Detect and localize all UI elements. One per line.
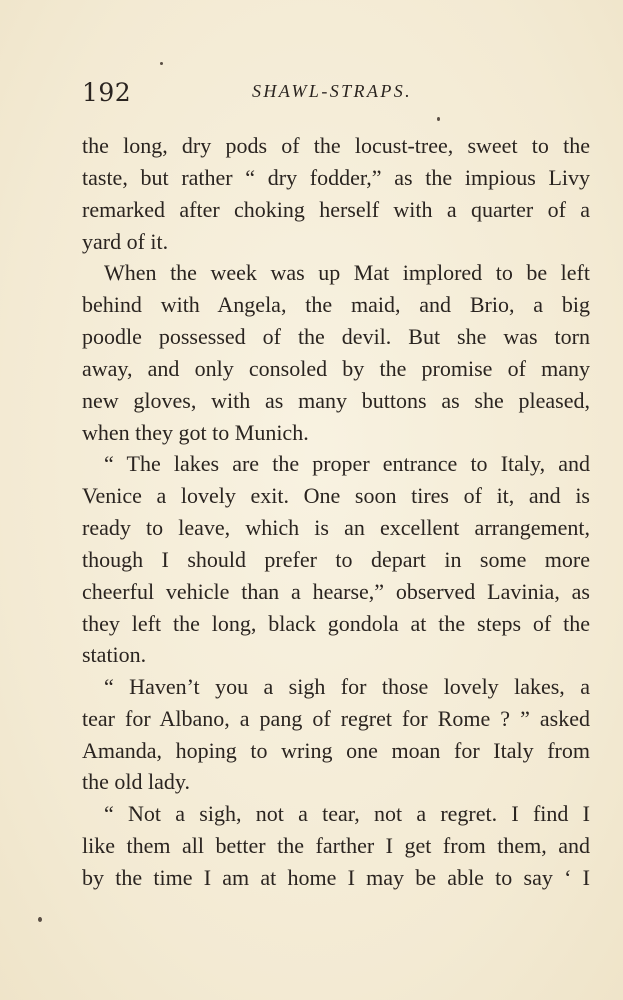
text-line: “ The lakes are the proper entrance to Italy, and	[104, 451, 590, 476]
ink-speck	[38, 917, 42, 922]
text-line: when they got to Munich.	[82, 420, 309, 445]
text-line: the old lady.	[82, 769, 190, 794]
text-line: behind with Angela, the maid, and Brio, a big	[82, 292, 590, 317]
text-line: “ Haven’t you a sigh for those lovely lakes, a	[104, 674, 590, 699]
text-line: away, and only consoled by the promise of many	[82, 356, 590, 381]
text-line: poodle possessed of the devil. But she was torn	[82, 324, 590, 349]
text-line: they left the long, black gondola at the steps of the	[82, 611, 590, 636]
running-title: SHAWL-STRAPS.	[252, 81, 413, 101]
text-line: though I should prefer to depart in some more	[82, 547, 590, 572]
text-line: Venice a lovely exit. One soon tires of it, and is	[82, 483, 590, 508]
text-line: cheerful vehicle than a hearse,” observed Lavinia, as	[82, 579, 590, 604]
ink-speck	[437, 117, 440, 121]
text-line: Amanda, hoping to wring one moan for Italy from	[82, 738, 590, 763]
text-line: the long, dry pods of the locust-tree, sweet to the	[82, 133, 590, 158]
text-line: ready to leave, which is an excellent arrangement,	[82, 515, 590, 540]
text-line: “ Not a sigh, not a tear, not a regret. I find I	[104, 801, 590, 826]
text-line: station.	[82, 642, 147, 667]
text-line: like them all better the farther I get from them, and	[82, 833, 590, 858]
text-line: yard of it.	[82, 229, 169, 254]
text-line: remarked after choking herself with a quarter of a	[82, 197, 590, 222]
ink-speck	[160, 62, 163, 65]
text-line: taste, but rather “ dry fodder,” as the impious Livy	[82, 165, 590, 190]
text-line: new gloves, with as many buttons as she pleased,	[82, 388, 590, 413]
text-line: When the week was up Mat implored to be left	[104, 260, 590, 285]
page-number: 192	[82, 78, 132, 107]
text-line: by the time I am at home I may be able to say ‘ I	[82, 865, 590, 890]
text-line: tear for Albano, a pang of regret for Rome ? ” asked	[82, 706, 590, 731]
